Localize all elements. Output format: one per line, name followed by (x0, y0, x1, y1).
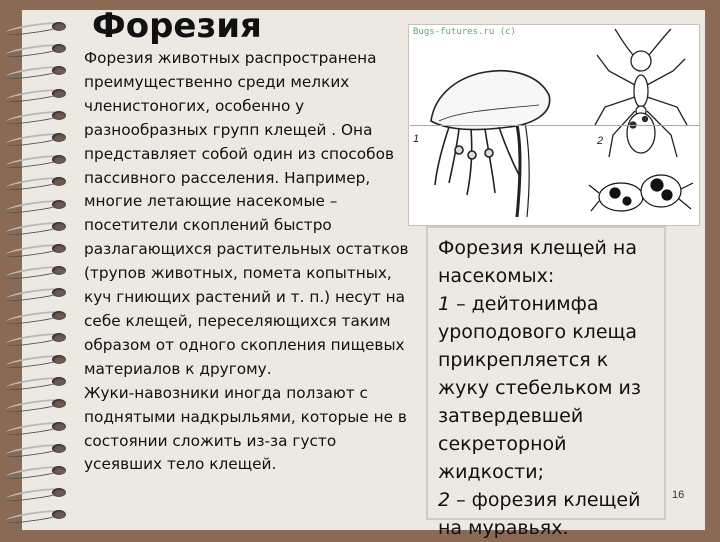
binding-ring (0, 66, 70, 76)
binding-hole (52, 288, 66, 297)
binding-hole (52, 111, 66, 120)
binding-ring (0, 311, 70, 321)
body-paragraph-2: Жуки-навозники иногда ползают с поднятыми надкрыльями, которые не в состоянии сложить из-за густо усеявших тело клещей. (84, 383, 407, 474)
body-text (84, 47, 414, 477)
binding-ring (0, 399, 70, 409)
binding-ring (0, 377, 70, 387)
binding-hole (52, 222, 66, 231)
binding-hole (52, 44, 66, 53)
binding-ring (0, 288, 70, 298)
binding-ring (0, 422, 70, 432)
binding-ring (0, 22, 70, 32)
binding-hole (52, 422, 66, 431)
binding-hole (52, 377, 66, 386)
caption-item-2 (438, 486, 654, 542)
figure-label-2: 2 (597, 135, 604, 147)
binding-hole (52, 244, 66, 253)
figure-label-1: 1 (413, 133, 420, 145)
binding-ring (0, 44, 70, 54)
binding-hole (52, 333, 66, 342)
binding-hole (52, 510, 66, 519)
image-watermark: Bugs-futures.ru (c) (413, 27, 516, 37)
ant-head-drawing (589, 175, 693, 211)
binding-ring (0, 200, 70, 210)
body-paragraph-1: Форезия животных распространена преимущественно среди мелких членистоногих, особенно у разнообразных групп клещей . Она представляет собой один из способов пассивного расселения. Например, многие летающие насекомые – посетители скоплений быстро разлагающихся растительных остатков (трупов животных, помета копытных, куч гниющих растений и т. п.) несут на себе клещей, переселяющихся таким образом от одного скопления пищевых материалов к другому. (84, 49, 409, 378)
ant-drawing (595, 29, 687, 157)
binding-hole (52, 399, 66, 408)
binding-ring (0, 177, 70, 187)
binding-hole (52, 466, 66, 475)
binding-hole (52, 488, 66, 497)
mite-on-beetle-drawing (431, 71, 550, 217)
slide-title: Форезия (92, 6, 262, 46)
caption-item-1 (438, 290, 654, 486)
caption-item-2-text: – форезия клещей на муравьях. (438, 489, 641, 539)
caption-item-1-number: 1 (438, 293, 451, 315)
caption-item-2-number: 2 (438, 489, 451, 511)
binding-hole (52, 177, 66, 186)
binding-hole (52, 355, 66, 364)
binding-hole (52, 133, 66, 142)
binding-ring (0, 155, 70, 165)
binding-ring (0, 333, 70, 343)
binding-hole (52, 89, 66, 98)
caption-heading: Форезия клещей на насекомых: (438, 237, 637, 287)
binding-ring (0, 444, 70, 454)
binding-ring (0, 133, 70, 143)
binding-hole (52, 200, 66, 209)
binding-hole (52, 22, 66, 31)
caption-item-1-text: – дейтонимфа уроподового клеща прикрепляется к жуку стебельком из затвердевшей секреторной жидкости; (438, 293, 641, 483)
binding-ring (0, 222, 70, 232)
binding-ring (0, 266, 70, 276)
binding-ring (0, 89, 70, 99)
page-number: 16 (672, 489, 685, 501)
binding-ring (0, 510, 70, 520)
binding-ring (0, 488, 70, 498)
binding-hole (52, 266, 66, 275)
binding-ring (0, 244, 70, 254)
binding-hole (52, 155, 66, 164)
binding-ring (0, 355, 70, 365)
binding-ring (0, 111, 70, 121)
binding-hole (52, 66, 66, 75)
binding-ring (0, 466, 70, 476)
binding-hole (52, 444, 66, 453)
binding-hole (52, 311, 66, 320)
divider-line (410, 125, 700, 126)
caption-box (426, 226, 666, 539)
